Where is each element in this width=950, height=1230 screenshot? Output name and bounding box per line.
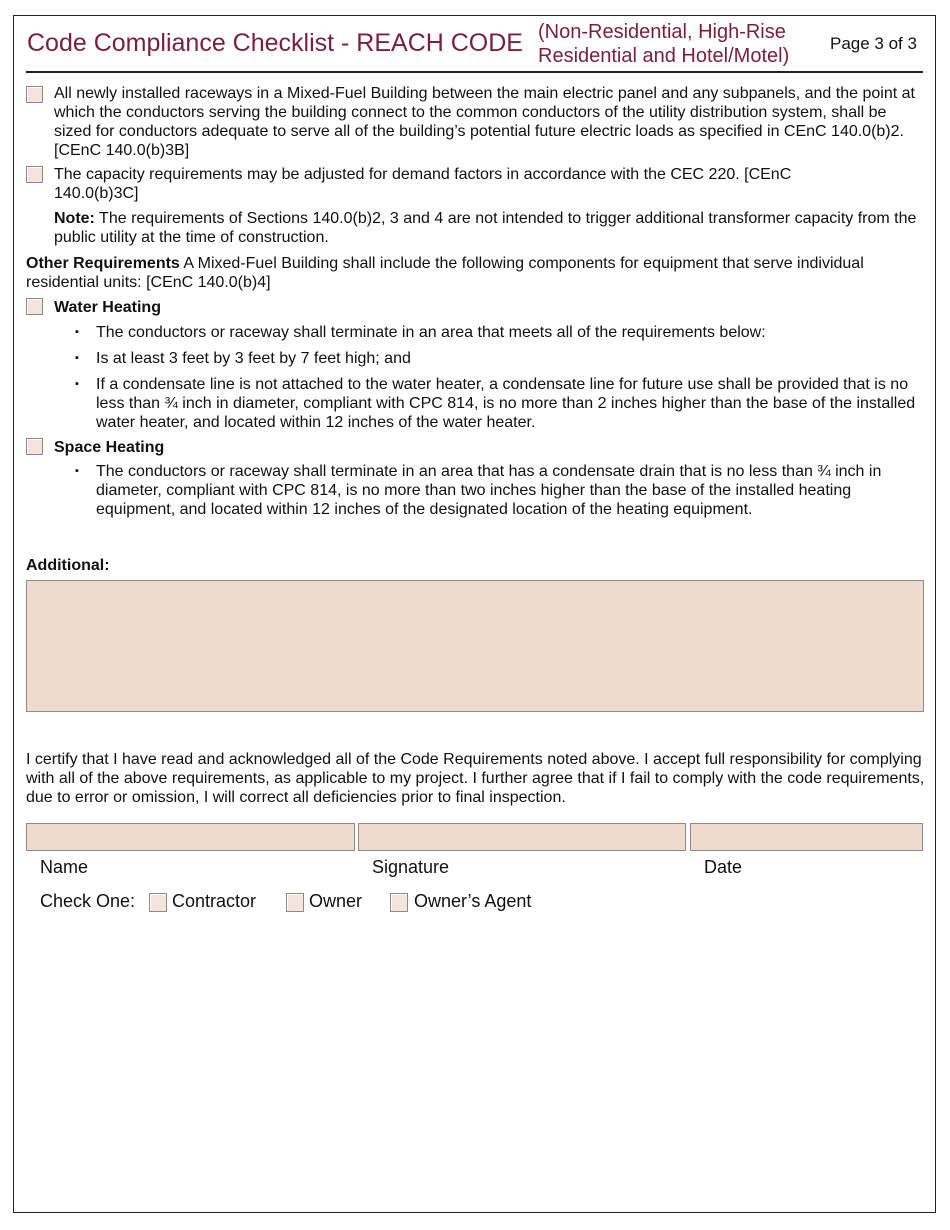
bullet-text: Is at least 3 feet by 3 feet by 7 feet high; and xyxy=(96,350,411,367)
other-requirements xyxy=(26,254,926,292)
bullet-icon: ▪ xyxy=(75,378,79,390)
check-one-label: Check One: xyxy=(40,891,136,911)
additional-textarea[interactable] xyxy=(26,580,924,712)
item-text: The capacity requirements may be adjusted for demand factors in accordance with the CEC 220. [CEnC 140.0(b)3C] xyxy=(54,166,792,202)
owners-agent-checkbox[interactable] xyxy=(390,893,408,912)
note xyxy=(54,209,924,247)
subtitle-line: Residential and Hotel/Motel) xyxy=(538,45,790,67)
other-text: A Mixed-Fuel Building shall include the following components for equipment that serve individual residential units: [CEnC 140.0(b)4] xyxy=(26,255,864,291)
bullet-text: The conductors or raceway shall terminate in an area that has a condensate drain that is no less than ¾ inch in diameter, compliant with CPC 814, is no more than two inches higher than the base of the installed heating equipment, and located within 12 inches of the designated location of the heating equipment. xyxy=(96,463,882,518)
bullet-icon: ▪ xyxy=(75,326,79,338)
owner-label: Owner xyxy=(309,891,363,911)
signature-label: Signature xyxy=(372,857,450,877)
water-heating-checkbox[interactable] xyxy=(26,298,43,315)
raceway-checkbox[interactable] xyxy=(26,86,43,103)
bullet-icon: ▪ xyxy=(75,352,79,364)
bullet-icon: ▪ xyxy=(75,465,79,477)
name-field[interactable] xyxy=(26,823,355,851)
space-heating-checkbox[interactable] xyxy=(26,438,43,455)
page-subtitle xyxy=(538,20,789,68)
capacity-checkbox[interactable] xyxy=(26,166,43,183)
note-label: Note: xyxy=(54,210,95,227)
certification-statement: I certify that I have read and acknowledged all of the Code Requirements noted above. I accept full responsibility for complying with all of the above requirements, as applicable to my project. I further agree that if I fail to comply with the code requirements, due to error or omission, I will correct all deficiencies prior to final inspection. xyxy=(26,751,925,806)
bullet-text: If a condensate line is not attached to the water heater, a condensate line for future use shall be provided that is no less than ¾ inch in diameter, compliant with CPC 814, is no more than 2 inches higher than the base of the installed water heater, and located within 12 inches of the water heater. xyxy=(96,376,916,431)
additional-label: Additional: xyxy=(26,557,110,574)
signature-field[interactable] xyxy=(358,823,686,851)
date-field[interactable] xyxy=(690,823,923,851)
page-number: Page 3 of 3 xyxy=(830,34,917,53)
page-title: Code Compliance Checklist - REACH CODE xyxy=(27,29,523,57)
owner-checkbox[interactable] xyxy=(286,893,304,912)
water-heating-label: Water Heating xyxy=(54,299,161,316)
bullet-text: The conductors or raceway shall terminate in an area that meets all of the requirements below: xyxy=(96,324,766,341)
contractor-checkbox[interactable] xyxy=(149,893,167,912)
item-text: All newly installed raceways in a Mixed-Fuel Building between the main electric panel and any subpanels, and the point at which the conductors serving the building connect to the common conductors of the utility distribution system, shall be sized for conductors adequate to serve all of the building’s potential future electric loads as specified in CEnC 140.0(b)2. [CEnC 140.0(b)3B] xyxy=(54,85,915,159)
contractor-label: Contractor xyxy=(172,891,257,911)
name-label: Name xyxy=(40,857,89,877)
subtitle-line: (Non-Residential, High-Rise xyxy=(538,21,786,43)
note-text: The requirements of Sections 140.0(b)2, 3 and 4 are not intended to trigger additional transformer capacity from the public utility at the time of construction. xyxy=(54,210,917,246)
header-divider xyxy=(26,71,923,73)
other-label: Other Requirements xyxy=(26,255,180,272)
owners-agent-label: Owner’s Agent xyxy=(414,891,532,911)
date-label: Date xyxy=(704,857,743,877)
space-heating-label: Space Heating xyxy=(54,439,165,456)
